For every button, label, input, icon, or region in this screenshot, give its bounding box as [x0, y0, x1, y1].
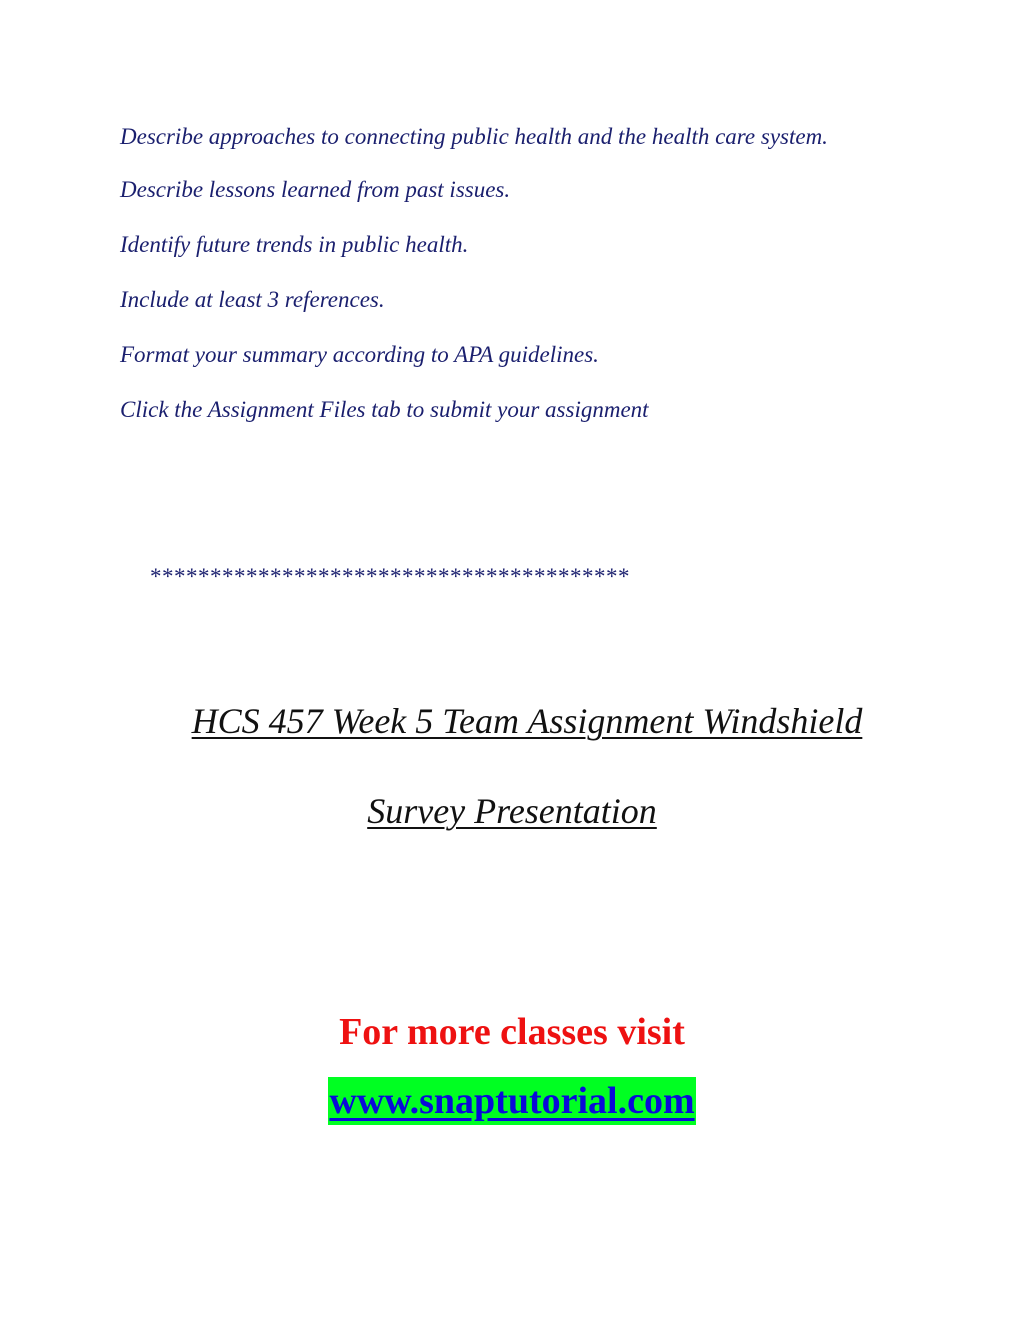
- instruction-item: Describe approaches to connecting public health and the health care system.: [120, 124, 828, 149]
- promo-text: For more classes visit: [339, 1011, 685, 1053]
- instruction-item: Click the Assignment Files tab to submit your assignment: [120, 397, 649, 422]
- instruction-item: Include at least 3 references.: [120, 287, 385, 312]
- promo-link-container: [0, 1077, 1024, 1125]
- asterisk-separator: ****************************************: [150, 564, 630, 589]
- assignment-title-line-2: Survey Presentation: [367, 791, 657, 831]
- instruction-list: [120, 121, 880, 449]
- instruction-item: Identify future trends in public health.: [120, 232, 469, 257]
- assignment-title-line-1: HCS 457 Week 5 Team Assignment Windshield: [191, 701, 863, 741]
- instruction-item: Format your summary according to APA guidelines.: [120, 342, 599, 367]
- website-link[interactable]: www.snaptutorial.com: [328, 1077, 695, 1125]
- instruction-item: Describe lessons learned from past issues.: [120, 177, 511, 202]
